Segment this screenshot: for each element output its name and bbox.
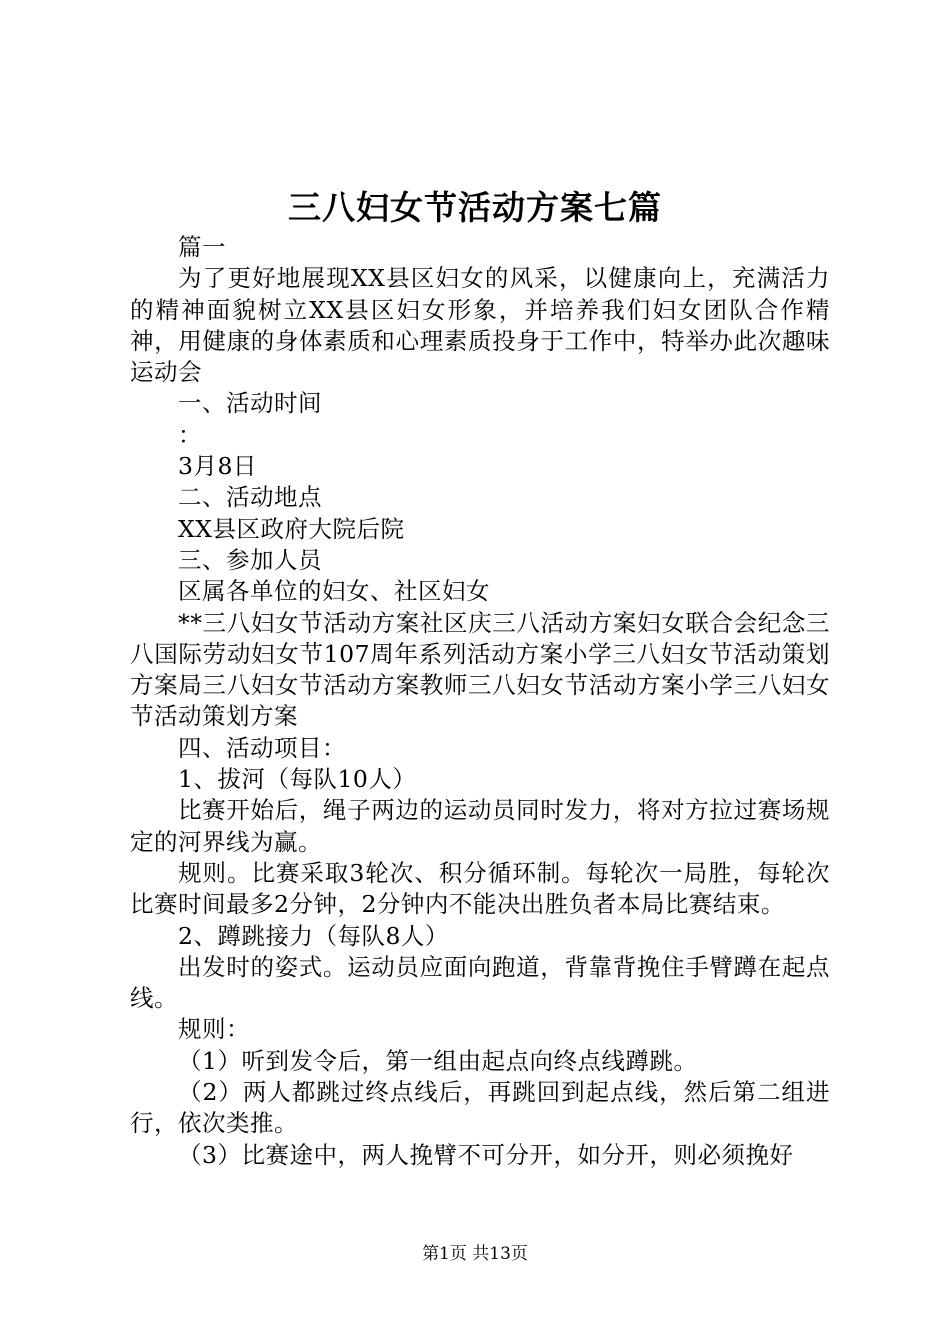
page-footer: 第1页 共13页 (422, 1244, 528, 1264)
paragraph: （2）两人都跳过终点线后，再跳回到起点线，然后第二组进行，依次类推。 (130, 1078, 830, 1138)
section-heading: 一、活动时间 (178, 389, 322, 418)
paragraph: 篇一 (178, 233, 226, 261)
paragraph: （1）听到发令后，第一组由起点向终点线蹲跳。 (178, 1046, 698, 1075)
paragraph: 2、蹲跳接力（每队8人） (178, 921, 449, 950)
document-body (130, 232, 830, 1171)
paragraph: **三八妇女节活动方案社区庆三八活动方案妇女联合会纪念三八国际劳动妇女节107周年系列活动方案小学三八妇女节活动策划方案局三八妇女节活动方案教师三八妇女节活动方案小学三八妇女节活动策划方案 (130, 608, 830, 731)
section-heading: 三、参加人员 (178, 545, 322, 574)
paragraph: 3月8日 (178, 452, 257, 481)
section-heading: 四、活动项目： (178, 733, 346, 762)
section-heading: 二、活动地点 (178, 483, 322, 512)
paragraph: 规则： (178, 1015, 250, 1044)
paragraph: 出发时的姿式。运动员应面向跑道，背靠背挽住手臂蹲在起点线。 (130, 952, 830, 1013)
paragraph: 区属各单位的妇女、社区妇女 (178, 577, 490, 606)
paragraph: （3）比赛途中，两人挽臂不可分开，如分开，则必须挽好 (178, 1140, 794, 1169)
paragraph: 比赛开始后，绳子两边的运动员同时发力，将对方拉过赛场规定的河界线为赢。 (130, 796, 830, 856)
document-title: 三八妇女节活动方案七篇 (288, 188, 662, 227)
paragraph: XX县区政府大院后院 (178, 514, 405, 543)
paragraph: 1、拔河（每队10人） (178, 765, 417, 794)
paragraph: ： (178, 420, 202, 449)
paragraph: 规则。比赛采取3轮次、积分循环制。每轮次一局胜，每轮次比赛时间最多2分钟，2分钟内不能决出胜负者本局比赛结束。 (130, 858, 830, 919)
paragraph: 为了更好地展现XX县区妇女的风采，以健康向上，充满活力的精神面貌树立XX县区妇女形象，并培养我们妇女团队合作精神，用健康的身体素质和心理素质投身于工作中，特举办此次趣味运动会 (130, 264, 830, 387)
